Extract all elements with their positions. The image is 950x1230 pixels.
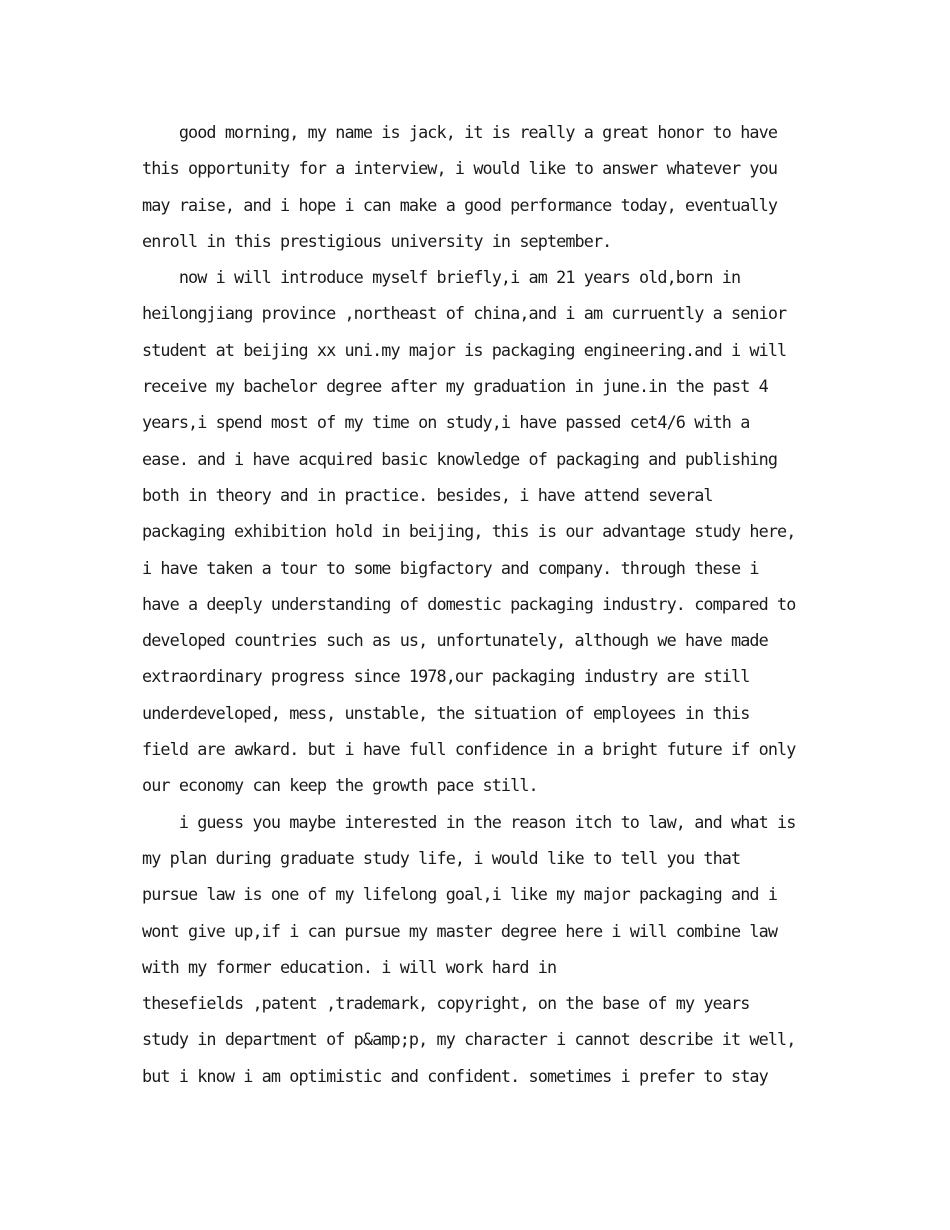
text-line: extraordinary progress since 1978,our packaging industry are still	[142, 666, 750, 687]
text-line: ease. and i have acquired basic knowledge of packaging and publishing	[142, 448, 778, 469]
text-line: developed countries such as us, unfortunately, although we have made	[142, 630, 768, 651]
text-line: wont give up,if i can pursue my master degree here i will combine law	[142, 920, 778, 941]
text-line: packaging exhibition hold in beijing, this is our advantage study here,	[142, 521, 796, 542]
text-line: receive my bachelor degree after my graduation in june.in the past 4	[142, 376, 768, 397]
text-line: our economy can keep the growth pace still.	[142, 775, 538, 796]
text-line: this opportunity for a interview, i would like to answer whatever you	[142, 158, 778, 179]
document-body	[142, 114, 822, 1094]
text-line: i guess you maybe interested in the reason itch to law, and what is	[142, 811, 796, 832]
text-line: heilongjiang province ,northeast of china,and i am curruently a senior	[142, 303, 787, 324]
text-line: may raise, and i hope i can make a good performance today, eventually	[142, 194, 778, 215]
text-line: thesefields ,patent ,trademark, copyright, on the base of my years	[142, 993, 750, 1014]
text-line: years,i spend most of my time on study,i have passed cet4/6 with a	[142, 412, 750, 433]
text-line: underdeveloped, mess, unstable, the situation of employees in this	[142, 702, 750, 723]
text-line: my plan during graduate study life, i would like to tell you that	[142, 847, 741, 868]
text-line: both in theory and in practice. besides, i have attend several	[142, 484, 713, 505]
text-line: with my former education. i will work hard in	[142, 956, 557, 977]
text-line: pursue law is one of my lifelong goal,i like my major packaging and i	[142, 884, 778, 905]
text-line: field are awkard. but i have full confidence in a bright future if only	[142, 739, 796, 760]
text-line: i have taken a tour to some bigfactory and company. through these i	[142, 557, 759, 578]
text-line: have a deeply understanding of domestic packaging industry. compared to	[142, 593, 796, 614]
text-line: study in department of p&amp;p, my character i cannot describe it well,	[142, 1029, 796, 1050]
text-line: student at beijing xx uni.my major is packaging engineering.and i will	[142, 339, 787, 360]
text-line: good morning, my name is jack, it is really a great honor to have	[142, 122, 778, 142]
text-line: enroll in this prestigious university in september.	[142, 230, 612, 251]
text-line: now i will introduce myself briefly,i am 21 years old,born in	[142, 267, 741, 288]
text-line: but i know i am optimistic and confident. sometimes i prefer to stay	[142, 1065, 768, 1086]
